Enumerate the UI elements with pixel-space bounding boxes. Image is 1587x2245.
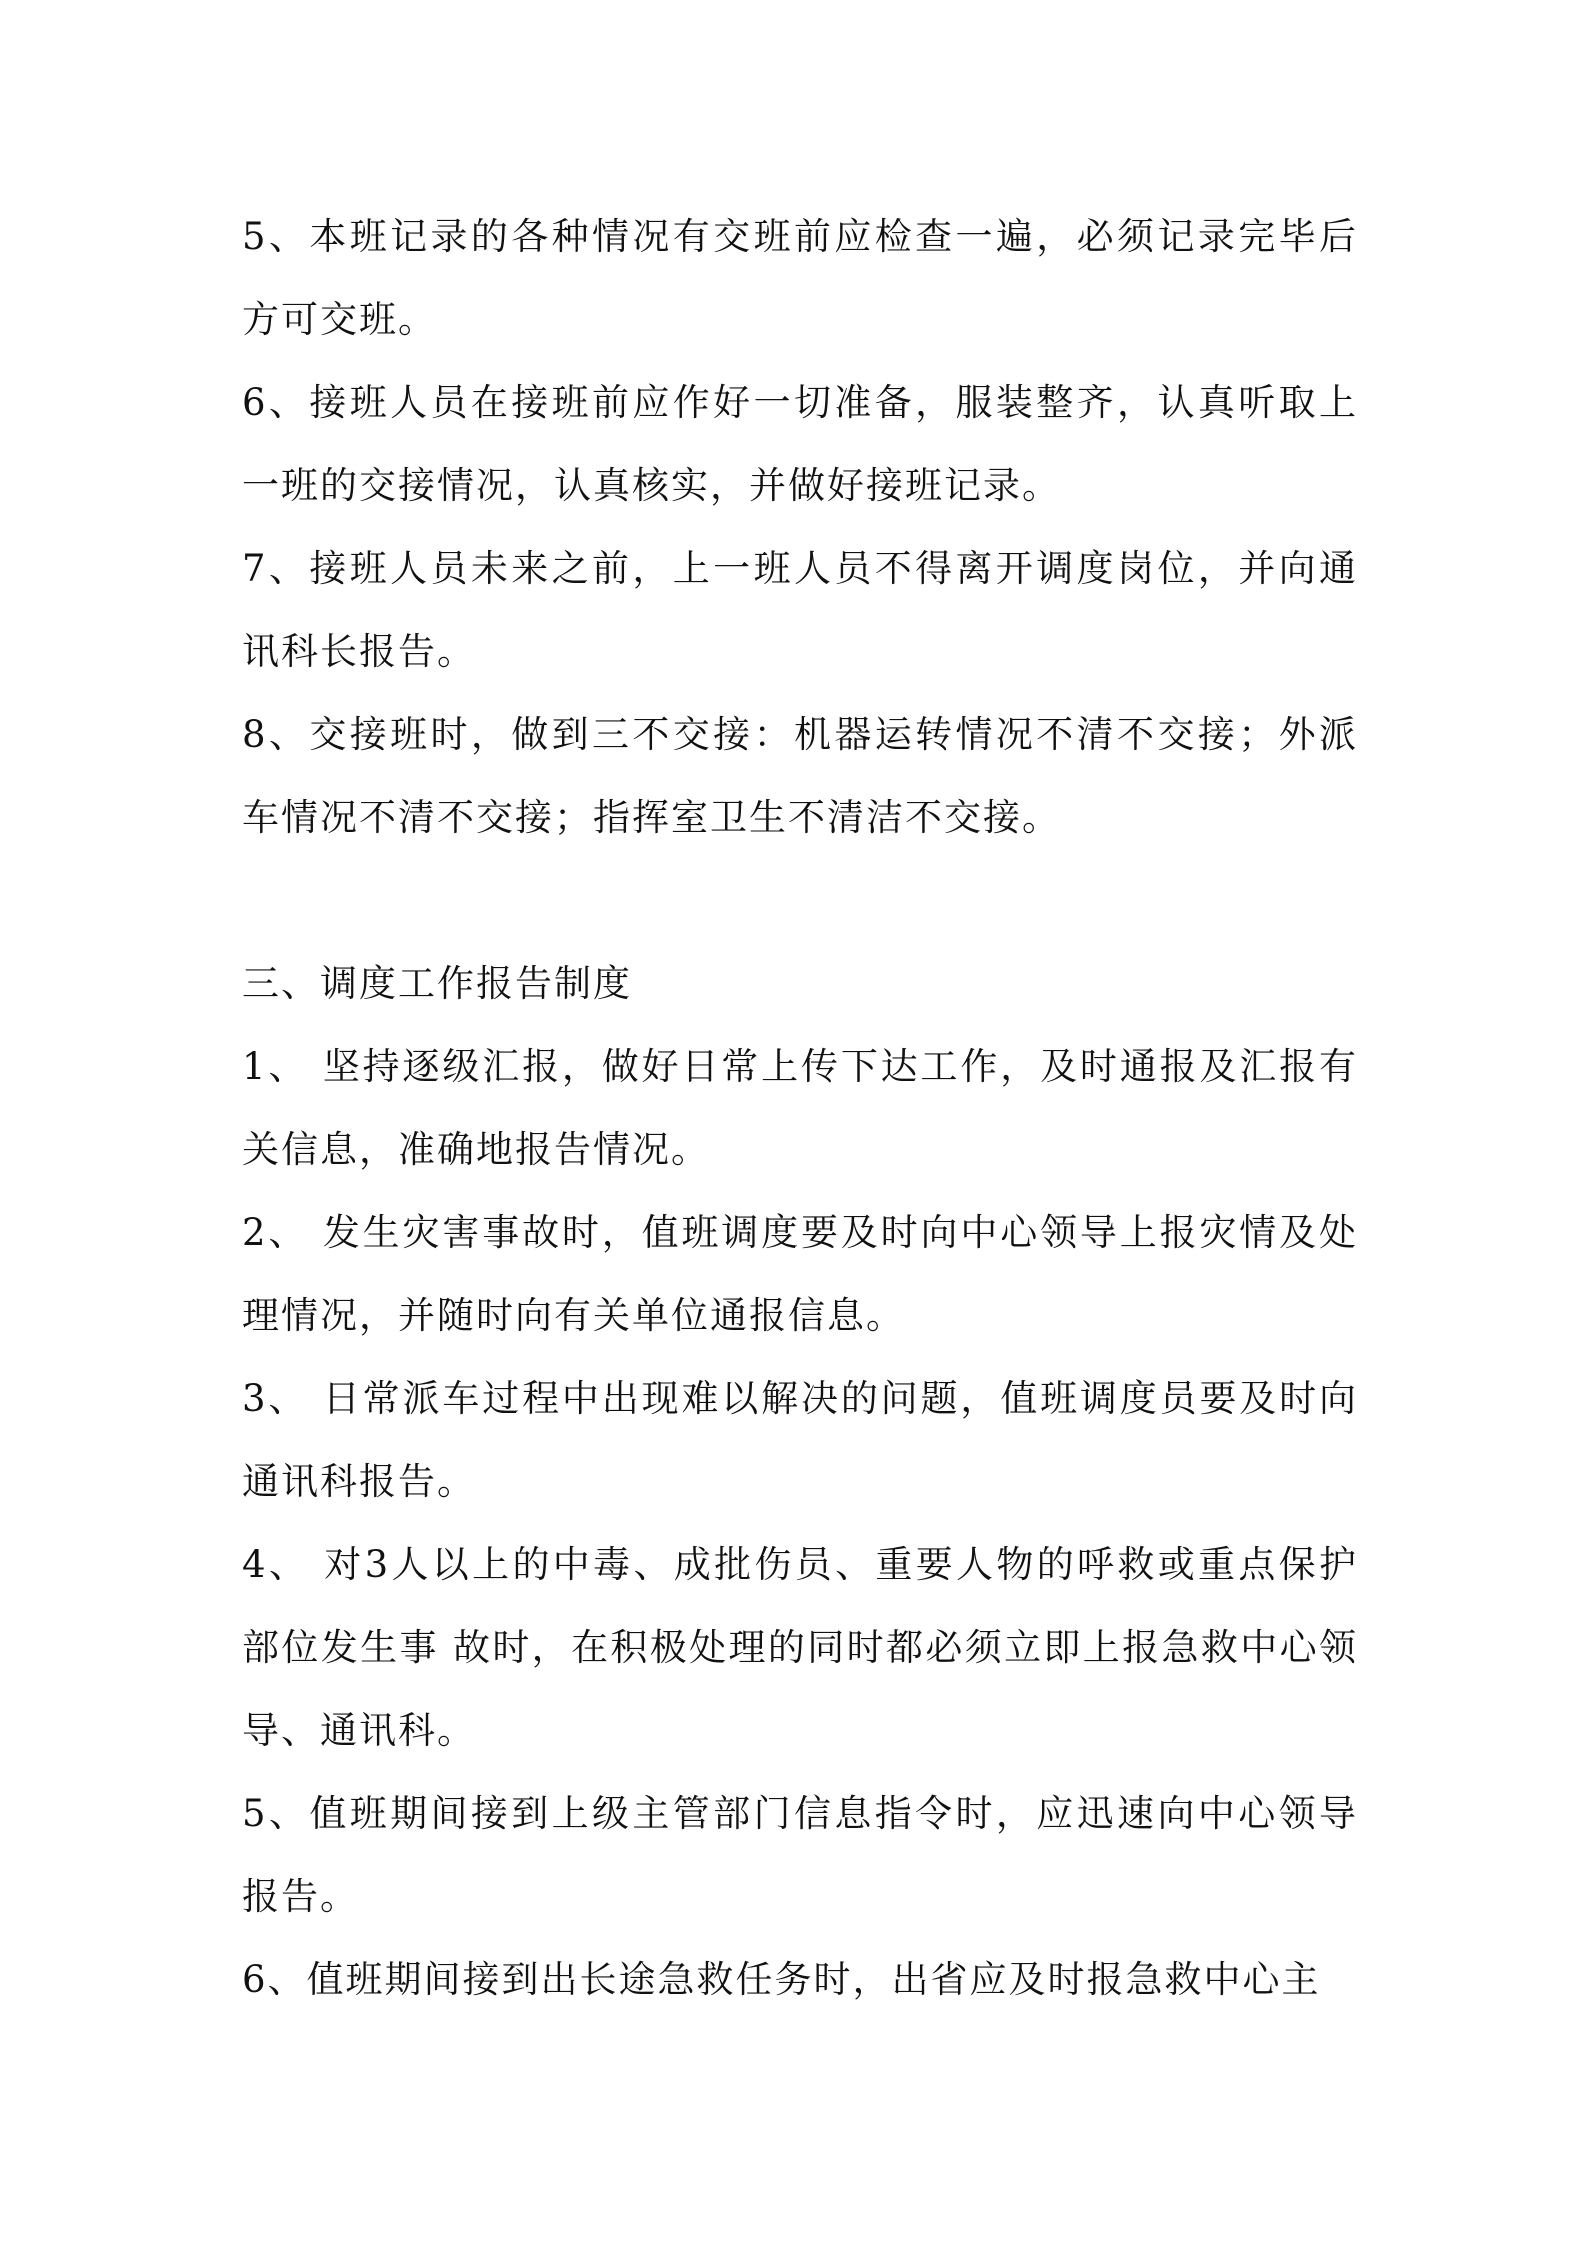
document-body <box>242 195 1358 2021</box>
paragraph-report-2: 2、 发生灾害事故时，值班调度要及时向中心领导上报灾情及处理情况，并随时向有关单位通报信息。 <box>242 1211 1358 1337</box>
paragraph-handover-7: 7、接班人员未来之前，上一班人员不得离开调度岗位，并向通讯科长报告。 <box>242 547 1358 673</box>
section-heading: 三、调度工作报告制度 <box>242 962 632 1005</box>
paragraph-report-6: 6、值班期间接到出长途急救任务时，出省应及时报急救中心主 <box>242 1958 1321 2001</box>
paragraph-handover-6: 6、接班人员在接班前应作好一切准备，服装整齐，认真听取上一班的交接情况，认真核实，并做好接班记录。 <box>242 381 1358 507</box>
paragraph-handover-8: 8、交接班时，做到三不交接：机器运转情况不清不交接；外派车情况不清不交接；指挥室卫生不清洁不交接。 <box>242 713 1358 839</box>
paragraph-report-5: 5、值班期间接到上级主管部门信息指令时，应迅速向中心领导报告。 <box>242 1792 1358 1918</box>
paragraph-report-4: 4、 对3人以上的中毒、成批伤员、重要人物的呼救或重点保护部位发生事 故时，在积极处理的同时都必须立即上报急救中心领导、通讯科。 <box>242 1543 1358 1752</box>
paragraph-handover-5: 5、本班记录的各种情况有交班前应检查一遍，必须记录完毕后方可交班。 <box>242 215 1358 341</box>
paragraph-report-1: 1、 坚持逐级汇报，做好日常上传下达工作，及时通报及汇报有关信息，准确地报告情况。 <box>242 1045 1358 1171</box>
paragraph-report-3: 3、 日常派车过程中出现难以解决的问题，值班调度员要及时向通讯科报告。 <box>242 1377 1358 1503</box>
